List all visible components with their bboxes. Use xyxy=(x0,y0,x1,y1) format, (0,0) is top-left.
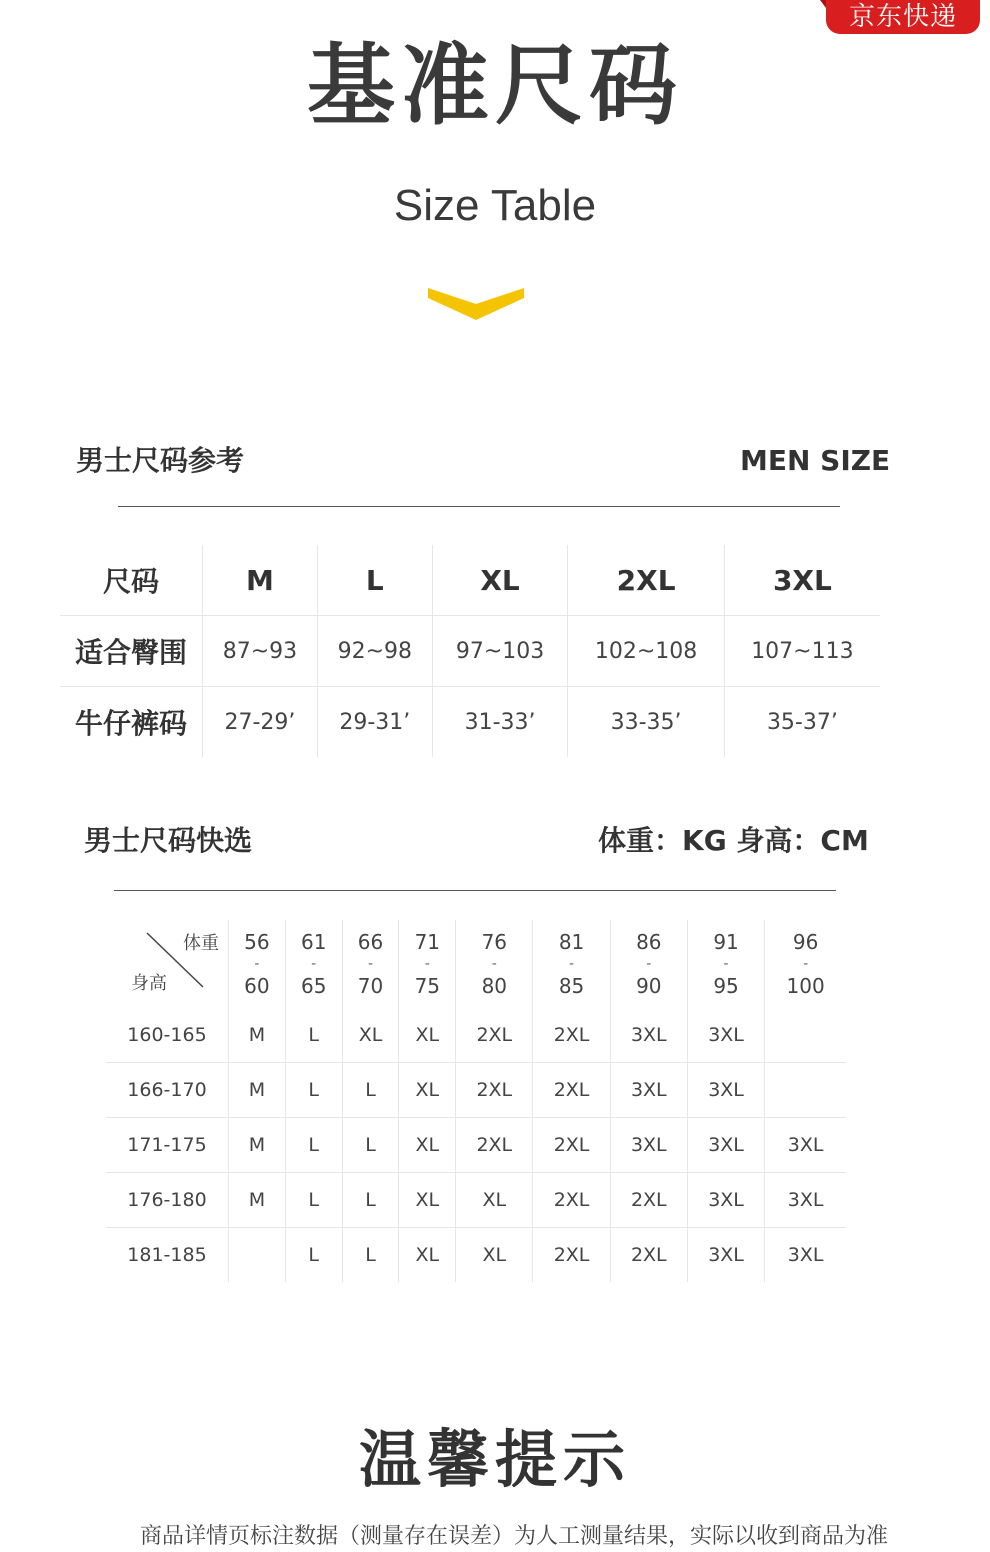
men-size-table xyxy=(60,545,880,757)
weight-header-row xyxy=(106,920,846,1008)
jeans-row-label: 牛仔裤码 xyxy=(60,687,203,758)
height-label: 181-185 xyxy=(106,1228,229,1283)
table-row xyxy=(106,1228,846,1283)
weight-header-cell xyxy=(342,920,399,1008)
size-cell xyxy=(765,1008,846,1063)
size-cell: L xyxy=(285,1173,342,1228)
size-cell: XL xyxy=(399,1173,456,1228)
size-col-m: M xyxy=(203,545,318,616)
weight-min: 61 xyxy=(300,930,327,954)
size-cell: XL xyxy=(456,1173,533,1228)
size-cell: 3XL xyxy=(687,1063,764,1118)
size-cell: XL xyxy=(399,1228,456,1283)
height-label: 160-165 xyxy=(127,1024,207,1046)
size-cell: XL xyxy=(399,1008,456,1063)
weight-max: 85 xyxy=(558,974,585,998)
weight-min: 56 xyxy=(244,930,270,954)
weight-dash: - xyxy=(367,956,374,972)
hip-cell: 92~98 xyxy=(317,616,432,687)
jeans-cell: 31-33’ xyxy=(432,687,568,758)
weight-max: 90 xyxy=(636,974,662,998)
size-cell: L xyxy=(285,1118,342,1173)
size-cell xyxy=(229,1228,286,1283)
weight-min: 81 xyxy=(558,930,585,954)
size-cell: L xyxy=(342,1228,399,1283)
size-cell: 3XL xyxy=(765,1173,846,1228)
hip-cell: 97~103 xyxy=(432,616,568,687)
jeans-row xyxy=(60,687,880,758)
size-cell: 2XL xyxy=(456,1063,533,1118)
size-cell: 2XL xyxy=(610,1228,687,1283)
hip-cell: 102~108 xyxy=(568,616,724,687)
size-cell: L xyxy=(285,1063,342,1118)
jeans-cell: 33-35’ xyxy=(568,687,724,758)
hip-row-label: 适合臀围 xyxy=(60,616,203,687)
weight-max: 80 xyxy=(481,974,508,998)
weight-header-cell xyxy=(765,920,846,1008)
jeans-cell: 29-31’ xyxy=(317,687,432,758)
size-cell: L xyxy=(285,1228,342,1283)
quick-select-units: 体重：KG 身高：CM xyxy=(598,824,869,857)
size-col-2xl: 2XL xyxy=(568,545,724,616)
weight-max: 70 xyxy=(357,974,384,998)
chevron-down-icon xyxy=(428,282,524,324)
size-cell: L xyxy=(342,1173,399,1228)
corner-height-label: 身高 xyxy=(131,973,167,994)
size-cell: 3XL xyxy=(687,1173,764,1228)
size-cell: 2XL xyxy=(610,1173,687,1228)
size-cell: 2XL xyxy=(456,1008,533,1063)
size-cell: 3XL xyxy=(765,1118,846,1173)
weight-max: 100 xyxy=(786,974,825,998)
weight-dash: - xyxy=(311,956,317,972)
quick-select-title: 男士尺码快选 xyxy=(84,824,253,857)
height-label: 176-180 xyxy=(106,1173,229,1228)
table-row xyxy=(106,1008,846,1063)
hip-cell: 87~93 xyxy=(203,616,318,687)
size-cell: 3XL xyxy=(687,1008,764,1063)
weight-dash: - xyxy=(569,956,575,972)
size-cell: 2XL xyxy=(456,1118,533,1173)
size-cell: 3XL xyxy=(687,1228,764,1283)
size-cell: 2XL xyxy=(533,1008,610,1063)
size-cell: 3XL xyxy=(610,1008,687,1063)
corner-cell xyxy=(106,920,229,1008)
men-size-title: 男士尺码参考 xyxy=(76,444,245,477)
size-col-3xl: 3XL xyxy=(724,545,880,616)
page-subtitle: Size Table xyxy=(393,181,597,230)
size-col-xl: XL xyxy=(432,545,568,616)
size-header-label: 尺码 xyxy=(102,565,159,598)
jeans-cell: 27-29’ xyxy=(203,687,318,758)
tips-title: 温馨提示 xyxy=(358,1423,631,1496)
size-cell: M xyxy=(229,1008,286,1063)
weight-max: 60 xyxy=(244,974,270,998)
table-row xyxy=(106,1118,846,1173)
weight-min: 71 xyxy=(414,930,441,954)
size-cell: 3XL xyxy=(687,1118,764,1173)
corner-weight-label: 体重 xyxy=(183,933,219,954)
height-label: 171-175 xyxy=(106,1118,229,1173)
size-cell: 3XL xyxy=(610,1063,687,1118)
size-col-l: L xyxy=(317,545,432,616)
weight-header-cell xyxy=(456,920,533,1008)
weight-min: 96 xyxy=(792,930,819,954)
weight-dash: - xyxy=(646,956,652,972)
weight-dash: - xyxy=(424,956,430,972)
weight-min: 76 xyxy=(481,930,508,954)
size-cell: XL xyxy=(342,1008,399,1063)
size-cell: 2XL xyxy=(533,1173,610,1228)
size-cell: 2XL xyxy=(533,1118,610,1173)
size-cell: L xyxy=(285,1008,342,1063)
size-header-row xyxy=(60,545,880,616)
section-divider xyxy=(118,506,840,507)
weight-max: 75 xyxy=(414,974,441,998)
weight-header-cell xyxy=(399,920,456,1008)
weight-min: 91 xyxy=(713,930,739,954)
size-cell: M xyxy=(229,1173,286,1228)
jd-express-badge: 京东快递 xyxy=(826,0,980,34)
weight-min: 66 xyxy=(357,930,384,954)
size-cell: L xyxy=(342,1063,399,1118)
size-cell: M xyxy=(229,1063,286,1118)
size-cell: XL xyxy=(456,1228,533,1283)
height-label: 166-170 xyxy=(106,1063,229,1118)
size-cell: 3XL xyxy=(765,1228,846,1283)
size-cell: XL xyxy=(399,1118,456,1173)
section-divider xyxy=(114,890,836,891)
weight-header-cell xyxy=(687,920,764,1008)
size-cell xyxy=(765,1063,846,1118)
weight-header-cell xyxy=(533,920,610,1008)
weight-header-cell xyxy=(229,920,286,1008)
weight-max: 95 xyxy=(713,974,739,998)
size-cell: 2XL xyxy=(533,1228,610,1283)
weight-header-cell xyxy=(285,920,342,1008)
weight-dash: - xyxy=(803,956,809,972)
page-title: 基准尺码 xyxy=(306,34,683,137)
size-cell: M xyxy=(229,1118,286,1173)
quick-select-table xyxy=(106,920,846,1282)
table-row xyxy=(106,1063,846,1118)
weight-min: 86 xyxy=(636,930,662,954)
weight-dash: - xyxy=(491,956,497,972)
weight-dash: - xyxy=(254,956,260,972)
size-cell: XL xyxy=(399,1063,456,1118)
tips-text: 商品详情页标注数据（测量存在误差）为人工测量结果，实际以收到商品为准 xyxy=(140,1524,889,1549)
weight-header-cell xyxy=(610,920,687,1008)
jeans-cell: 35-37’ xyxy=(724,687,880,758)
table-row xyxy=(106,1173,846,1228)
weight-max: 65 xyxy=(300,974,327,998)
size-cell: 3XL xyxy=(610,1118,687,1173)
weight-dash: - xyxy=(723,956,729,972)
size-cell: 2XL xyxy=(533,1063,610,1118)
size-cell: L xyxy=(342,1118,399,1173)
hip-row xyxy=(60,616,880,687)
hip-cell: 107~113 xyxy=(724,616,880,687)
men-size-label: MEN SIZE xyxy=(740,444,891,477)
